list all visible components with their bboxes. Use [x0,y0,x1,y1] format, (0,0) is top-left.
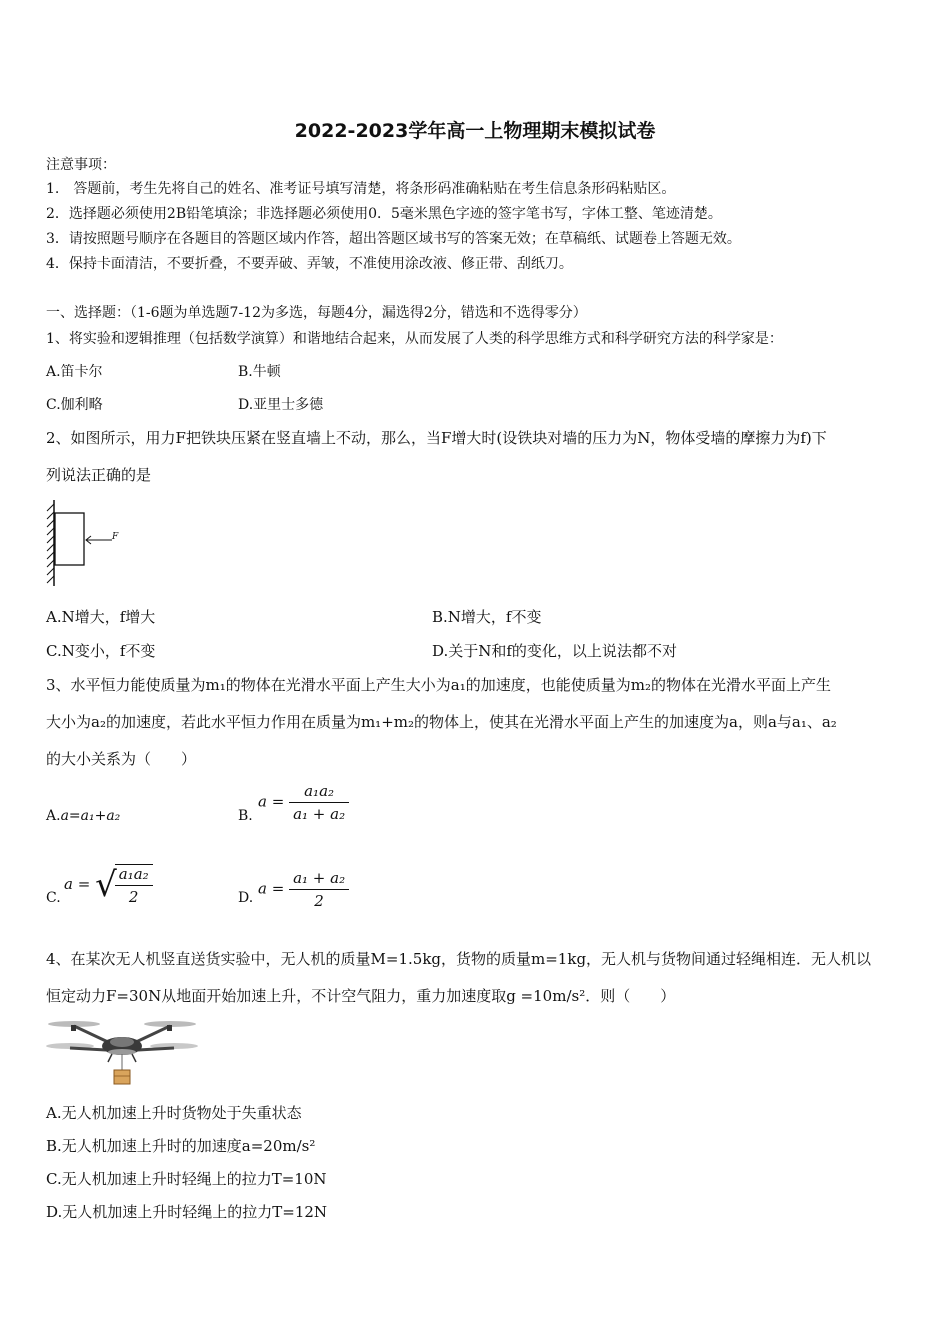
q1-option-b: B.牛顿 [238,364,281,380]
q4-stem-line1: 4、在某次无人机竖直送货实验中，无人机的质量M=1.5kg，货物的质量m=1kg，无人机与货物间通过轻绳相连．无人机以 [46,950,872,968]
q3-stem-line1: 3、水平恒力能使质量为m₁的物体在光滑水平面上产生大小为a₁的加速度，也能使质量为m₂的物体在光滑水平面上产生 [46,676,831,694]
q3-option-d-formula [258,869,349,910]
q2-stem-line1: 2、如图所示，用力F把铁块压紧在竖直墙上不动，那么，当F增大时(设铁块对墙的压力为N，物体受墙的摩擦力为f)下 [46,429,827,447]
drone-illustration [44,1016,200,1092]
q3-option-c-formula [64,864,153,906]
q4-option-a: A.无人机加速上升时货物处于失重状态 [46,1104,302,1122]
notice-item-4: 4．保持卡面清洁，不要折叠，不要弄破、弄皱，不准使用涂改液、修正带、刮纸刀。 [46,256,573,272]
notice-heading: 注意事项： [46,157,116,173]
q1-option-c: C.伽利略 [46,397,103,413]
q3-option-b-lhs: a = [258,792,285,811]
q3-option-b-formula [258,782,349,823]
q2-option-a: A.N增大，f增大 [46,608,156,626]
q3-option-a-label: A. [46,808,61,824]
q3-option-d-label: D. [238,890,254,906]
force-label: F [112,532,119,542]
q3-option-c-numerator: a₁a₂ [115,865,153,886]
q4-option-d: D.无人机加速上升时轻绳上的拉力T=12N [46,1203,328,1221]
q4-stem-line2: 恒定动力F=30N从地面开始加速上升，不计空气阻力，重力加速度取g =10m/s²．则（ ） [46,987,676,1005]
q2-option-b: B.N增大，f不变 [432,608,542,626]
notice-item-3: 3．请按照题号顺序在各题目的答题区域内作答，超出答题区域书写的答案无效；在草稿纸、试题卷上答题无效。 [46,231,741,247]
notice-item-1: 1. 答题前，考生先将自己的姓名、准考证号填写清楚，将条形码准确粘贴在考生信息条形码粘贴区。 [46,181,676,197]
q2-wall-block-figure [40,498,130,590]
q3-stem-line2: 大小为a₂的加速度，若此水平恒力作用在质量为m₁+m₂的物体上，使其在光滑水平面上产生的加速度为a，则a与a₁、a₂ [46,713,837,731]
notice-item-2: 2．选择题必须使用2B铅笔填涂；非选择题必须使用0．5毫米黑色字迹的签字笔书写，字体工整、笔迹清楚。 [46,206,722,222]
q3-option-b-numerator: a₁a₂ [289,782,349,803]
q3-option-c-label: C. [46,890,61,906]
q3-option-c-denominator: 2 [128,888,139,906]
q3-option-d-denominator: 2 [314,892,324,910]
q3-option-a [46,808,120,824]
q3-option-a-expr: a=a₁+a₂ [60,808,121,824]
section-heading: 一、选择题：（1-6题为单选题7-12为多选，每题4分，漏选得2分，错选和不选得零分） [46,305,587,321]
q1-stem: 1、将实验和逻辑推理（包括数学演算）和谐地结合起来，从而发展了人类的科学思维方式和科学研究方法的科学家是： [46,331,783,347]
page-title: 2022-2023学年高一上物理期末模拟试卷 [294,120,656,142]
q2-stem-line2: 列说法正确的是 [46,466,152,484]
q2-option-d: D.关于N和f的变化，以上说法都不对 [432,642,677,660]
q1-option-d: D.亚里士多德 [238,397,324,413]
q1-option-a: A.笛卡尔 [46,364,103,380]
q3-stem-line3: 的大小关系为（ ） [46,750,197,768]
q3-option-b-label: B. [238,808,253,824]
q3-option-b-denominator: a₁ + a₂ [293,805,346,823]
q2-option-c: C.N变小，f不变 [46,642,156,660]
q3-option-d-lhs: a = [258,879,285,898]
sqrt-sign-icon: √ [95,865,117,905]
q4-option-b: B.无人机加速上升时的加速度a=20m/s² [46,1137,316,1155]
q3-option-c-lhs: a = [64,875,91,893]
q3-option-d-numerator: a₁ + a₂ [289,869,349,890]
q4-option-c: C.无人机加速上升时轻绳上的拉力T=10N [46,1170,327,1188]
